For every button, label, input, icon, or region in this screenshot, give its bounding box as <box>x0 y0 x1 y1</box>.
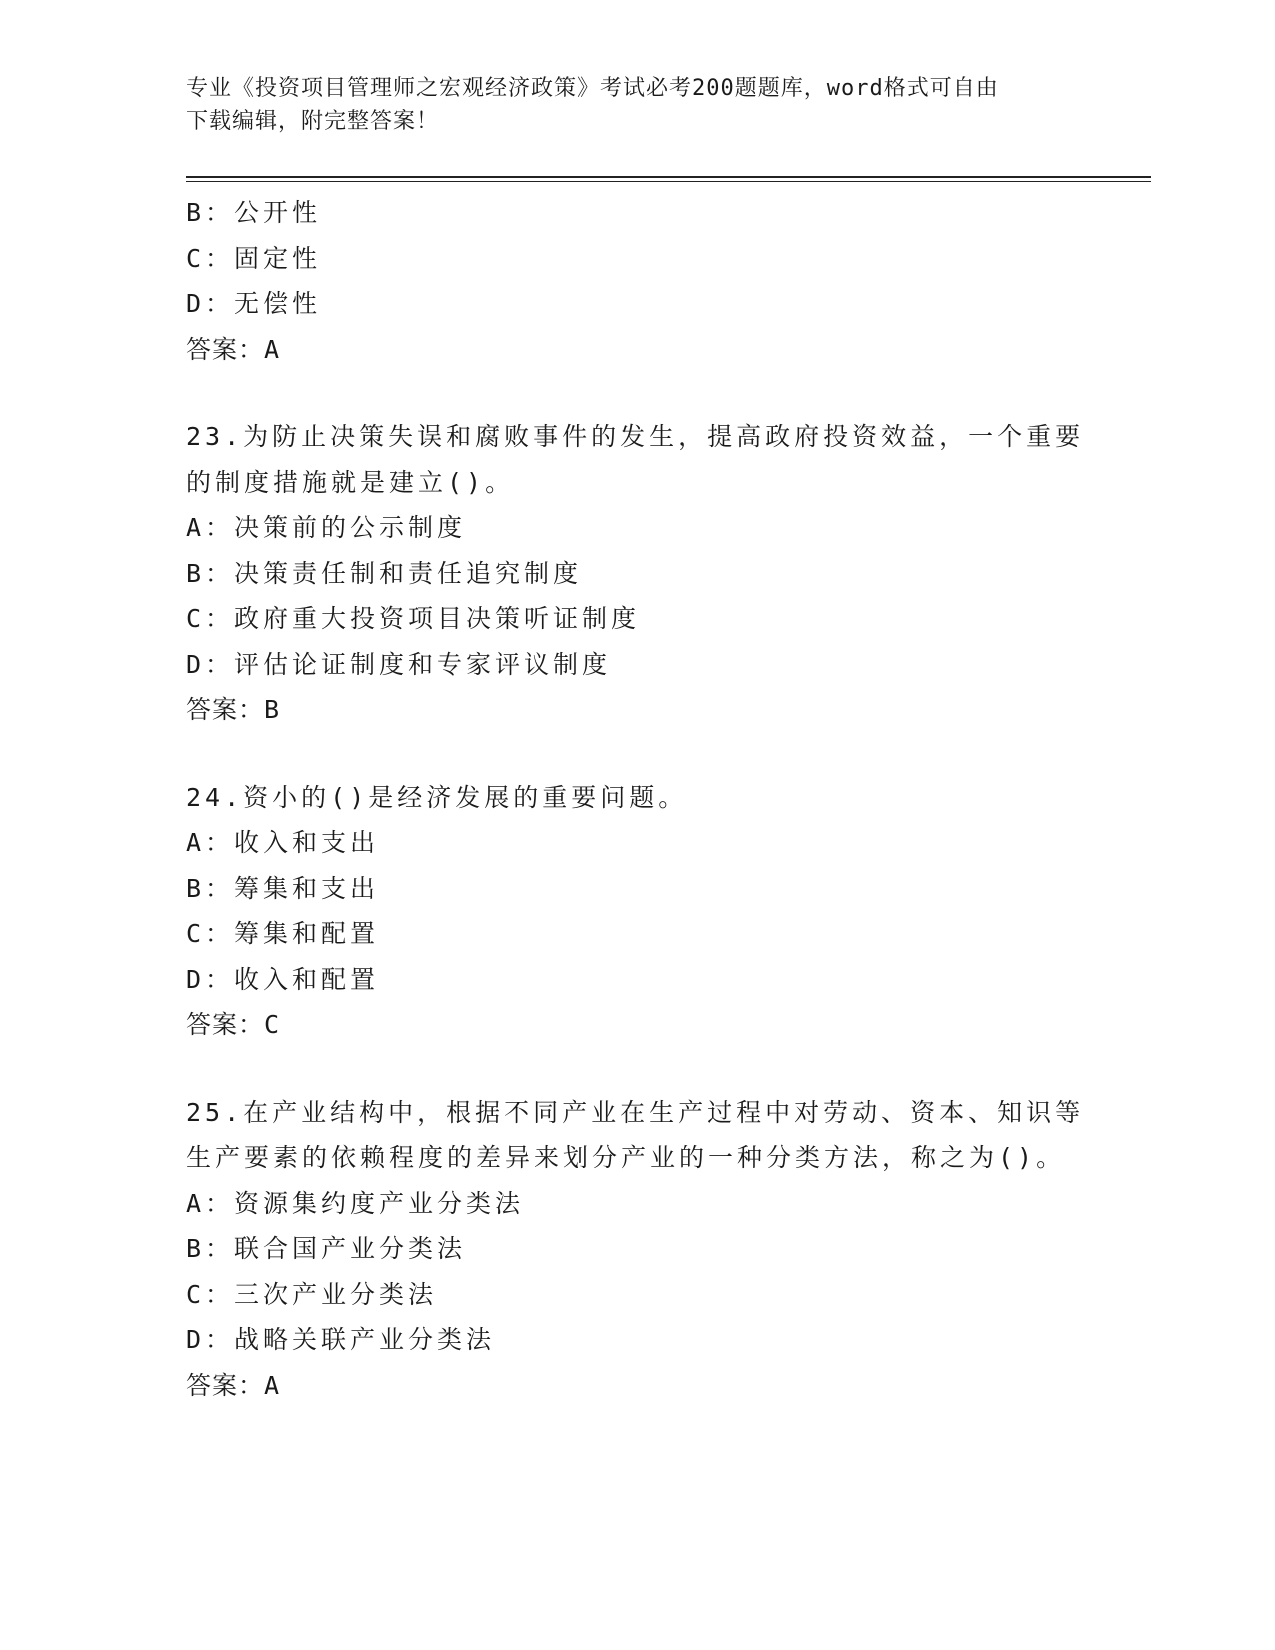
answer-line <box>186 1002 1086 1048</box>
question-text-line: 生产要素的依赖程度的差异来划分产业的一种分类方法，称之为()。 <box>186 1143 1066 1172</box>
header-line-2: 下载编辑，附完整答案！ <box>186 109 440 134</box>
answer-line <box>186 687 1086 733</box>
header-rule-thick <box>186 176 1151 178</box>
answer-line <box>186 1363 1086 1409</box>
question-block-25 <box>186 1090 1086 1409</box>
option-b: B：筹集和支出 <box>186 873 380 903</box>
question-block-22 <box>186 190 1086 372</box>
answer-label: 答案： <box>186 1370 265 1400</box>
option-c: C：三次产业分类法 <box>186 1279 438 1309</box>
option-b: B：公开性 <box>186 198 322 227</box>
option-a: A：收入和支出 <box>186 828 380 857</box>
answer-label: 答案： <box>186 1010 265 1039</box>
answer-label: 答案： <box>186 695 265 724</box>
question-list <box>186 190 1086 1408</box>
option-c: C：固定性 <box>186 243 322 273</box>
document-header <box>186 72 1066 138</box>
question-block-23 <box>186 414 1086 733</box>
option-d: D：收入和配置 <box>186 964 380 994</box>
option-c: C：政府重大投资项目决策听证制度 <box>186 604 641 633</box>
answer-value: A <box>264 334 281 364</box>
option-a: A：资源集约度产业分类法 <box>186 1188 525 1218</box>
answer-value: A <box>264 1370 281 1400</box>
question-text-line: 25.在产业结构中，根据不同产业在生产过程中对劳动、资本、知识等 <box>186 1097 1085 1127</box>
option-b: B：联合国产业分类法 <box>186 1234 467 1263</box>
option-b: B：决策责任制和责任追究制度 <box>186 558 583 588</box>
question-text-line: 24.资小的()是经济发展的重要问题。 <box>186 782 688 812</box>
header-rule-thin <box>186 181 1151 182</box>
option-d: D：战略关联产业分类法 <box>186 1325 496 1354</box>
question-text-line: 的制度措施就是建立()。 <box>186 467 515 497</box>
question-block-24 <box>186 775 1086 1048</box>
answer-label: 答案： <box>186 334 265 364</box>
answer-value: C <box>264 1010 281 1039</box>
answer-value: B <box>264 695 281 724</box>
header-line-1: 专业《投资项目管理师之宏观经济政策》考试必考200题题库，word格式可自由 <box>186 76 999 101</box>
answer-line <box>186 327 1086 373</box>
option-c: C：筹集和配置 <box>186 919 380 948</box>
question-text-line: 23.为防止决策失误和腐败事件的发生，提高政府投资效益，一个重要 <box>186 422 1085 451</box>
option-d: D：无偿性 <box>186 289 322 318</box>
option-a: A：决策前的公示制度 <box>186 513 467 542</box>
option-d: D：评估论证制度和专家评议制度 <box>186 649 612 679</box>
